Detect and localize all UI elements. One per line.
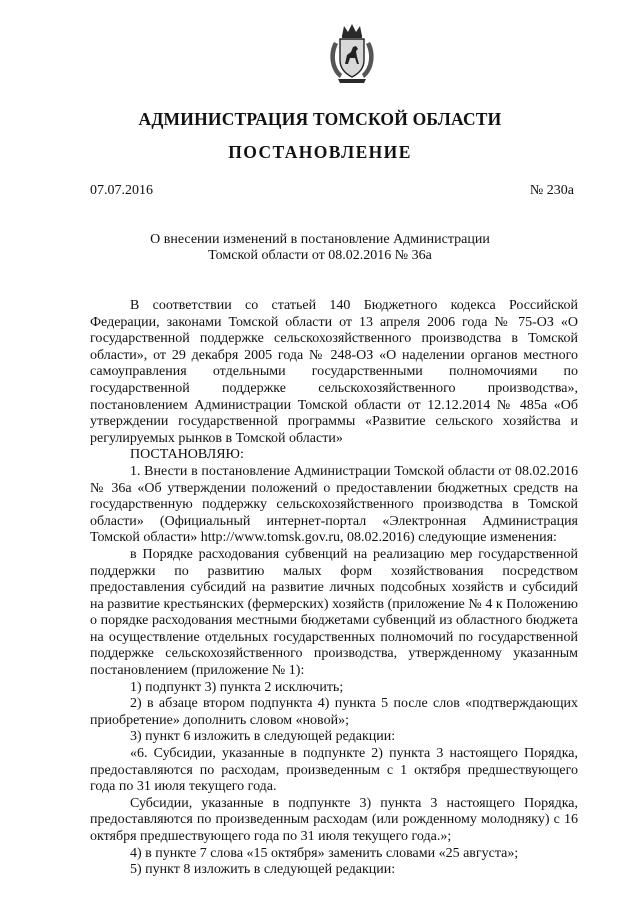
paragraph-subitem-3: 3) пункт 6 изложить в следующей редакции: xyxy=(130,729,396,745)
organization-title: АДМИНИСТРАЦИЯ ТОМСКОЙ ОБЛАСТИ xyxy=(138,109,502,129)
document-body xyxy=(90,298,578,879)
tomsk-coat-of-arms-emblem xyxy=(326,22,378,86)
document-date: 07.07.2016 xyxy=(90,183,153,198)
paragraph-subitem-1: 1) подпункт 3) пункта 2 исключить; xyxy=(130,679,344,695)
paragraph-item-1: 1. Внести в постановление Администрации Томской области от 08.02.2016 № 36а «Об утверждении положений о предоставлении бюджетных средств на государственную поддержку сельскохозяйственного производства в Томской области» (Официальный интернет-портал «Электронная Администрация Томской области» http://www.tomsk.gov.ru, 08.02.2016) следующие изменения: xyxy=(90,463,578,546)
document-number: № 230а xyxy=(529,183,574,198)
paragraph-preamble: В соответствии со статьей 140 Бюджетного кодекса Российской Федерации, законами Томской области от 13 апреля 2006 года № 75-ОЗ «О государственной поддержке сельскохозяйственного производства в Томской области», от 29 декабря 2005 года № 248-ОЗ «О наделении органов местного самоуправления отдельными государственными полномочиями по государственной поддержке сельскохозяйственного производства», постановлением Администрации Томской области от 12.12.2014 № 485а «Об утверждении государственной программы «Развитие сельского хозяйства и регулируемых рынков в Томской области» xyxy=(90,298,578,446)
subject-line-2: Томской области от 08.02.2016 № 36а xyxy=(208,248,432,263)
subject-line-1: О внесении изменений в постановление Администрации xyxy=(150,232,490,247)
paragraph-subitem-5: 5) пункт 8 изложить в следующей редакции: xyxy=(130,862,396,878)
paragraph-clause-6: «6. Субсидии, указанные в подпункте 2) пункта 3 настоящего Порядка, предоставляются по расходам, произведенным с 1 октября предшествующего года по 31 июля текущего года. xyxy=(90,746,578,795)
paragraph-subitem-4: 4) в пункте 7 слова «15 октября» заменить словами «25 августа»; xyxy=(130,845,519,861)
document-subject xyxy=(0,232,640,264)
paragraph-subitem-2: 2) в абзаце втором подпункта 4) пункта 5 после слов «подтверждающих приобретение» дополнить словом «новой»; xyxy=(90,696,578,728)
document-type-title: ПОСТАНОВЛЕНИЕ xyxy=(228,142,412,162)
paragraph-procedure: в Порядке расходования субвенций на реализацию мер государственной поддержки по развитию малых форм хозяйствования посредством предоставления субсидий на развитие личных подсобных хозяйств и субсидий на развитие крестьянских (фермерских) хозяйств (приложение № 4 к Положению о порядке расходования местными бюджетами субвенций из областного бюджета на осуществление отдельных государственных полномочий по государственной поддержке сельскохозяйственного производства, утвержденному указанным постановлением (приложение № 1): xyxy=(90,546,578,679)
paragraph-clause-6-continued: Субсидии, указанные в подпункте 3) пункта 3 настоящего Порядка, предоставляются по произведенным расходам (или рожденному молодняку) с 16 октября предшествующего года по 31 июля текущего года.»; xyxy=(90,795,578,844)
paragraph-decree: ПОСТАНОВЛЯЮ: xyxy=(130,447,244,463)
